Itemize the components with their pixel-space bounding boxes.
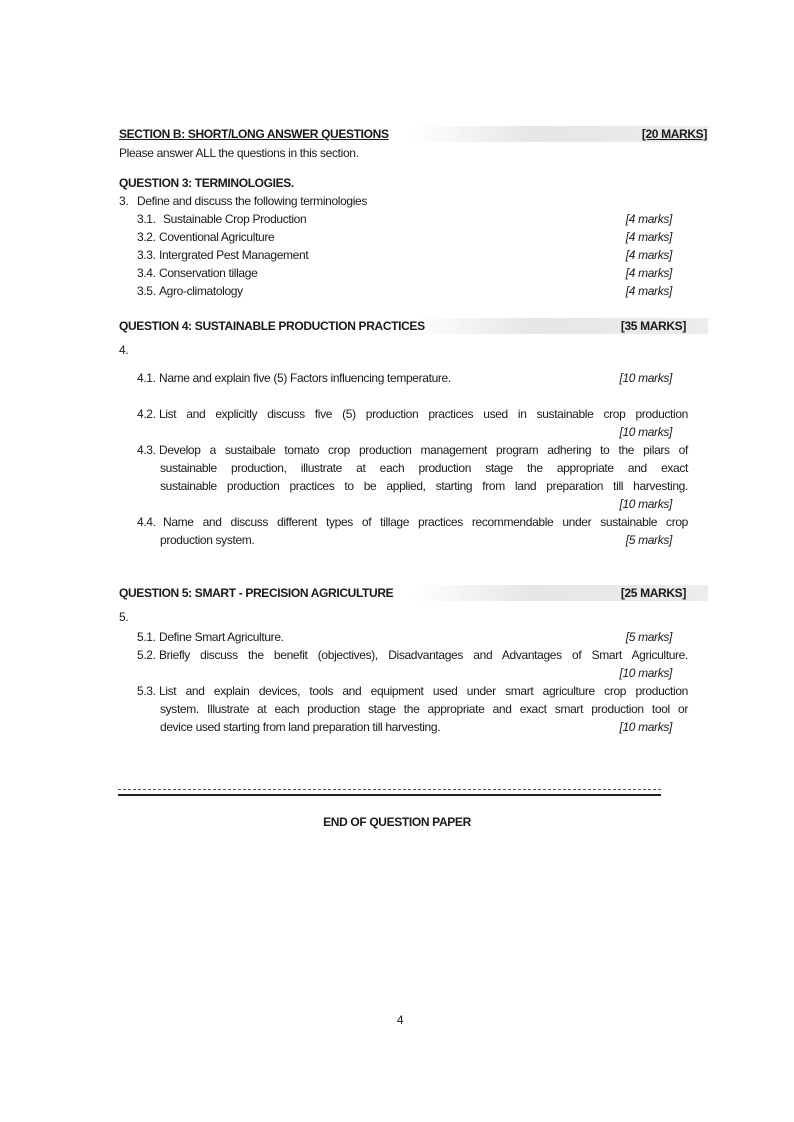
q5-item-marks: [5 marks] bbox=[625, 630, 672, 644]
q4-lead-num: 4. bbox=[119, 343, 129, 357]
q3-item-text: Conservation tillage bbox=[159, 266, 258, 280]
q4-item-line: List and explicitly discuss five (5) production practices used in sustainable crop production bbox=[159, 407, 688, 421]
q3-item-marks: [4 marks] bbox=[625, 266, 672, 280]
q3-lead: Define and discuss the following terminologies bbox=[137, 194, 368, 208]
q3-item-num: 3.3. bbox=[137, 248, 156, 262]
q5-item-num: 5.2. bbox=[137, 648, 156, 662]
q5-item-line: List and explain devices, tools and equipment used under smart agriculture crop production bbox=[159, 684, 688, 698]
q4-item-num: 4.2. bbox=[137, 407, 156, 421]
q5-item-num: 5.3. bbox=[137, 684, 156, 698]
q4-item-num: 4.1. bbox=[137, 371, 156, 385]
q3-item-text: Intergrated Pest Management bbox=[159, 248, 309, 262]
q3-item-num: 3.4. bbox=[137, 266, 156, 280]
q5-item-num: 5.1. bbox=[137, 630, 156, 644]
q4-item-marks: [10 marks] bbox=[619, 497, 672, 511]
q3-item-marks: [4 marks] bbox=[625, 248, 672, 262]
q3-item-num: 3.5. bbox=[137, 284, 156, 298]
q4-item-num: 4.3. bbox=[137, 443, 156, 457]
q4-title: QUESTION 4: SUSTAINABLE PRODUCTION PRACTICES bbox=[119, 319, 425, 333]
end-of-paper: END OF QUESTION PAPER bbox=[323, 815, 471, 829]
q4-item-marks: [5 marks] bbox=[625, 533, 672, 547]
q4-item-line: sustainable production practices to be applied, starting from land preparation till harvesting. bbox=[160, 479, 688, 493]
q4-item-marks: [10 marks] bbox=[619, 371, 672, 385]
q4-item-marks: [10 marks] bbox=[619, 425, 672, 439]
q4-item-line: Develop a sustaibale tomato crop production management program adhering to the pilars of bbox=[159, 443, 688, 457]
q5-item-line: system. Illustrate at each production stage the appropriate and exact smart production tool or bbox=[160, 702, 688, 716]
section-marks: [20 MARKS] bbox=[641, 127, 707, 141]
instruction: Please answer ALL the questions in this section. bbox=[119, 146, 359, 160]
q3-title: QUESTION 3: TERMINOLOGIES. bbox=[119, 176, 294, 190]
q3-item-marks: [4 marks] bbox=[625, 212, 672, 226]
q4-item-line: Name and discuss different types of tillage practices recommendable under sustainable crop bbox=[163, 515, 688, 529]
q3-item-marks: [4 marks] bbox=[625, 284, 672, 298]
q5-item-line: device used starting from land preparation till harvesting. bbox=[160, 720, 441, 734]
q5-marks: [25 MARKS] bbox=[620, 586, 686, 600]
q4-item-num: 4.4. bbox=[137, 515, 156, 529]
q5-item-line: Define Smart Agriculture. bbox=[159, 630, 284, 644]
q5-title: QUESTION 5: SMART - PRECISION AGRICULTURE bbox=[119, 586, 394, 600]
section-title: SECTION B: SHORT/LONG ANSWER QUESTIONS bbox=[119, 127, 389, 141]
q5-lead-num: 5. bbox=[119, 610, 129, 624]
q3-item-text: Agro-climatology bbox=[159, 284, 243, 298]
solid-divider bbox=[118, 794, 661, 796]
q4-marks: [35 MARKS] bbox=[620, 319, 686, 333]
q3-item-marks: [4 marks] bbox=[625, 230, 672, 244]
q5-item-marks: [10 marks] bbox=[619, 666, 672, 680]
q3-item-text: Sustainable Crop Production bbox=[163, 212, 307, 226]
q3-item-text: Coventional Agriculture bbox=[159, 230, 275, 244]
q3-item-num: 3.2. bbox=[137, 230, 156, 244]
q5-item-line: Briefly discuss the benefit (objectives), Disadvantages and Advantages of Smart Agriculture. bbox=[159, 648, 688, 662]
page-number: 4 bbox=[396, 1013, 404, 1027]
dashed-divider bbox=[118, 789, 661, 790]
q3-item-num: 3.1. bbox=[137, 212, 156, 226]
q4-item-line: Name and explain five (5) Factors influencing temperature. bbox=[159, 371, 451, 385]
q4-item-line: production system. bbox=[160, 533, 255, 547]
q4-item-line: sustainable production, illustrate at each production stage the appropriate and exact bbox=[160, 461, 688, 475]
q3-lead-num: 3. bbox=[119, 194, 129, 208]
q5-item-marks: [10 marks] bbox=[619, 720, 672, 734]
